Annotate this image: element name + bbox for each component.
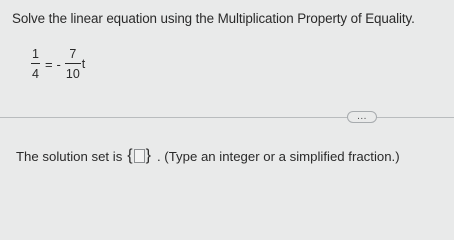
lhs-fraction [31,48,40,81]
question-prompt: Solve the linear equation using the Multiplication Property of Equality. [12,11,415,26]
rhs-fraction-bar [65,63,81,64]
section-divider [0,117,454,118]
answer-instructions: . (Type an integer or a simplified fraction.) [156,148,400,164]
variable-t: t [81,57,86,71]
rhs-numerator: 7 [69,46,77,61]
lhs-denominator: 4 [32,67,39,81]
answer-line [16,148,400,164]
answer-input-box[interactable] [134,149,145,163]
right-brace: } [145,147,151,164]
rhs-fraction [65,48,81,81]
lhs-numerator: 1 [32,46,39,61]
left-brace: { [127,147,133,164]
more-options-button[interactable]: ... [347,111,377,123]
equation [31,42,85,86]
answer-prefix: The solution set is [16,148,123,164]
minus-sign: - [56,56,61,72]
rhs-denominator: 10 [65,67,80,81]
lhs-fraction-bar [31,63,40,64]
equals-sign: = [44,56,53,72]
